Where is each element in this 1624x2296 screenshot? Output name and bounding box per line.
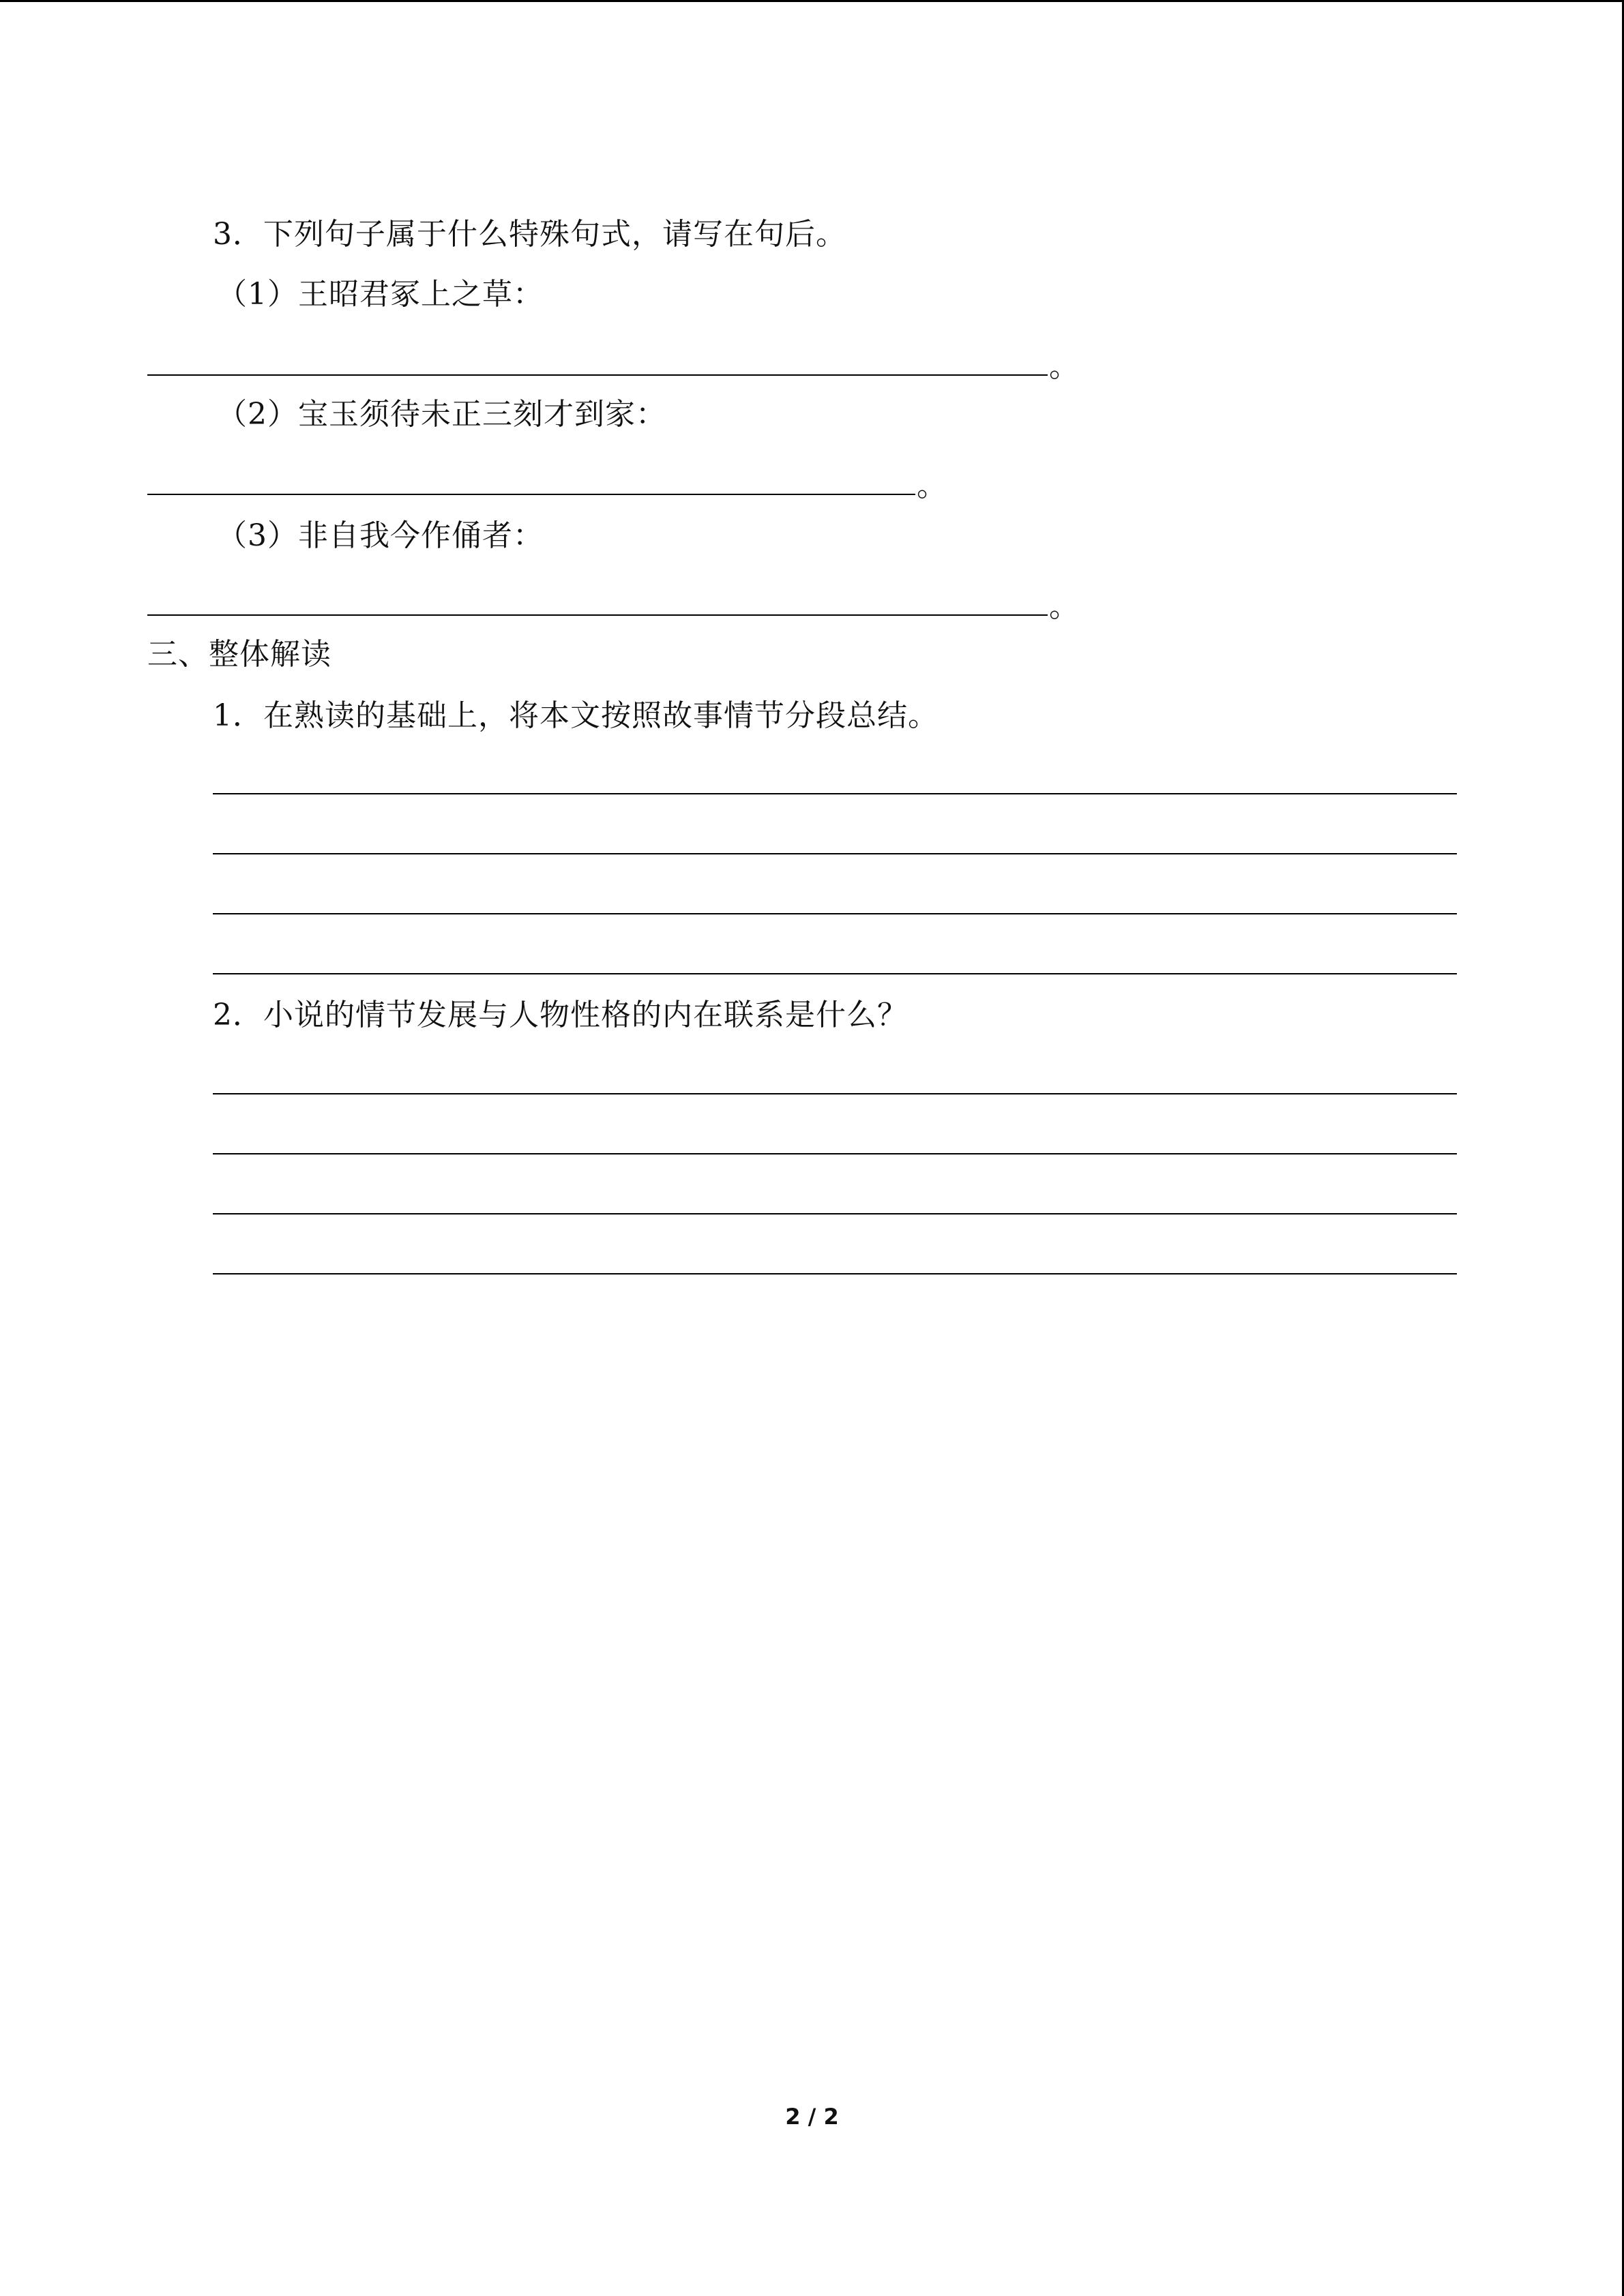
answer-line-s3-q2-2[interactable] <box>213 1153 1457 1154</box>
question-3-item-2-label: （2）宝玉须待未正三刻才到家： <box>217 397 666 432</box>
question-3-item-1-label: （1）王昭君冢上之草： <box>217 277 544 312</box>
question-3-prompt: 3．下列句子属于什么特殊句式，请写在句后。 <box>213 217 846 252</box>
answer-line-3-2-end: 。 <box>917 468 947 503</box>
answer-line-s3-q1-1[interactable] <box>213 793 1457 794</box>
answer-line-s3-q2-4[interactable] <box>213 1273 1457 1274</box>
question-3-item-3-label: （3）非自我今作俑者： <box>217 518 544 553</box>
answer-line-3-1-end: 。 <box>1049 349 1079 384</box>
answer-line-3-3-end: 。 <box>1049 589 1079 624</box>
answer-line-s3-q2-1[interactable] <box>213 1093 1457 1094</box>
answer-line-3-2[interactable] <box>147 494 915 495</box>
answer-line-s3-q1-2[interactable] <box>213 853 1457 854</box>
section-3-question-1: 1．在熟读的基础上，将本文按照故事情节分段总结。 <box>213 698 939 733</box>
section-3-heading: 三、整体解读 <box>147 637 331 672</box>
answer-line-s3-q1-4[interactable] <box>213 973 1457 974</box>
answer-line-3-1[interactable] <box>147 374 1048 376</box>
answer-line-s3-q1-3[interactable] <box>213 913 1457 914</box>
answer-line-s3-q2-3[interactable] <box>213 1213 1457 1214</box>
page-number: 2 / 2 <box>785 2104 839 2130</box>
section-3-question-2: 2．小说的情节发展与人物性格的内在联系是什么？ <box>213 998 908 1032</box>
answer-line-3-3[interactable] <box>147 614 1048 616</box>
